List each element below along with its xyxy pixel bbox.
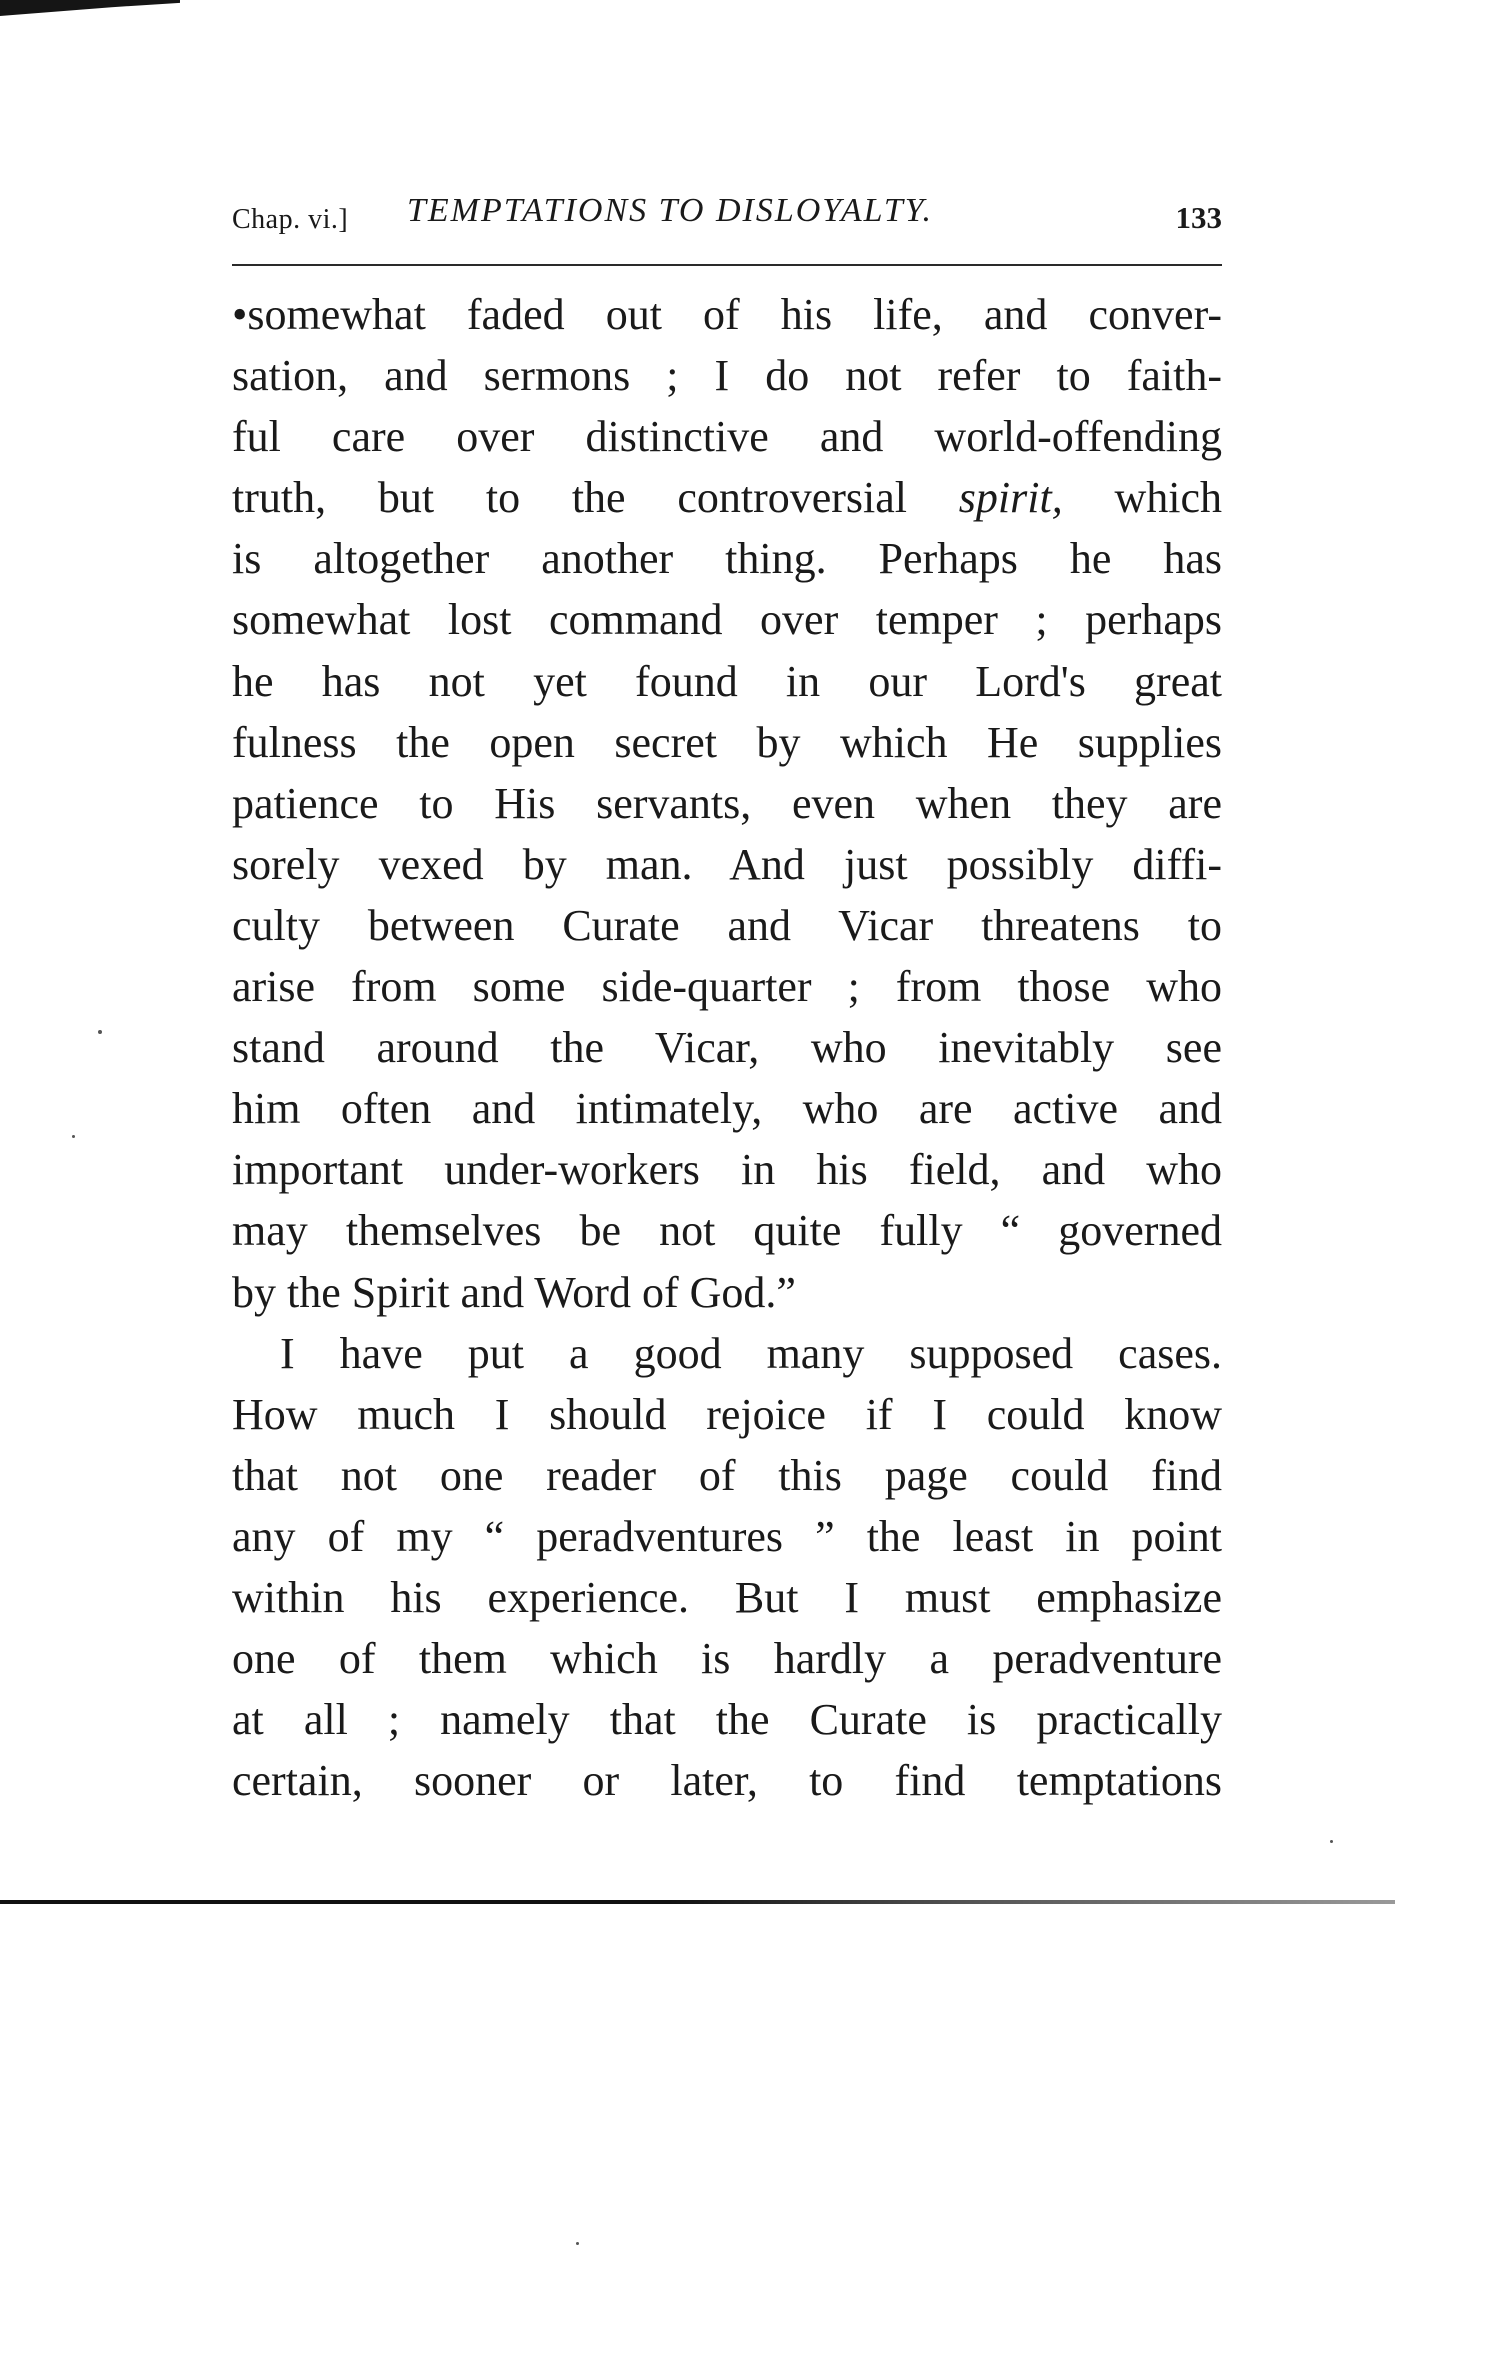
text-line: may themselves be not quite fully “ governed <box>232 1206 1222 1256</box>
text-line: one of them which is hardly a peradventure <box>232 1634 1222 1684</box>
running-title: TEMPTATIONS TO DISLOYALTY. <box>407 192 934 229</box>
text-line: arise from some side-quarter ; from those who <box>232 962 1222 1012</box>
text-line: at all ; namely that the Curate is practically <box>232 1695 1222 1745</box>
scan-speck <box>98 1030 102 1034</box>
text-line: •somewhat faded out of his life, and conver- <box>232 290 1222 339</box>
running-header <box>232 192 1222 242</box>
scan-speck <box>1330 1840 1333 1843</box>
text-line: he has not yet found in our Lord's great <box>232 656 1222 706</box>
text-line: him often and intimately, who are active and <box>232 1084 1222 1134</box>
text-line: sation, and sermons ; I do not refer to faith- <box>232 351 1222 401</box>
text-line: any of my “ peradventures ” the least in point <box>232 1511 1222 1561</box>
body-text <box>232 284 1222 1811</box>
text-line: by the Spirit and Word of God.” <box>232 1267 796 1317</box>
text-line: is altogether another thing. Perhaps he has <box>232 534 1222 584</box>
paragraph-2 <box>232 1323 1222 1812</box>
text-line: ful care over distinctive and world-offending <box>232 412 1222 462</box>
bottom-scan-rule <box>0 1900 1395 1904</box>
text-segment: which <box>1114 473 1223 523</box>
text-line: somewhat lost command over temper ; perhaps <box>232 595 1222 645</box>
scan-speck <box>576 2242 579 2245</box>
emphasis-spirit: spirit, <box>958 473 1063 523</box>
scan-speck <box>72 1135 75 1138</box>
text-line <box>232 467 1222 528</box>
text-line: patience to His servants, even when they are <box>232 778 1222 828</box>
text-line: stand around the Vicar, who inevitably see <box>232 1023 1222 1073</box>
chapter-label: Chap. vi.] <box>232 204 349 235</box>
page-number: 133 <box>1175 200 1222 235</box>
paragraph-1 <box>232 284 1222 1323</box>
header-rule <box>232 264 1222 266</box>
text-line: How much I should rejoice if I could know <box>232 1389 1222 1439</box>
corner-scan-mark <box>0 0 180 16</box>
text-line: within his experience. But I must emphasize <box>232 1572 1222 1622</box>
text-segment: truth, but to the controversial <box>232 473 908 523</box>
text-line: certain, sooner or later, to find temptations <box>232 1756 1222 1806</box>
text-line: fulness the open secret by which He supplies <box>232 717 1222 767</box>
text-line: that not one reader of this page could find <box>232 1450 1222 1500</box>
text-line: sorely vexed by man. And just possibly diffi- <box>232 839 1222 889</box>
text-line: I have put a good many supposed cases. <box>280 1328 1222 1378</box>
text-line: culty between Curate and Vicar threatens to <box>232 900 1222 950</box>
text-line: important under-workers in his field, and who <box>232 1145 1222 1195</box>
